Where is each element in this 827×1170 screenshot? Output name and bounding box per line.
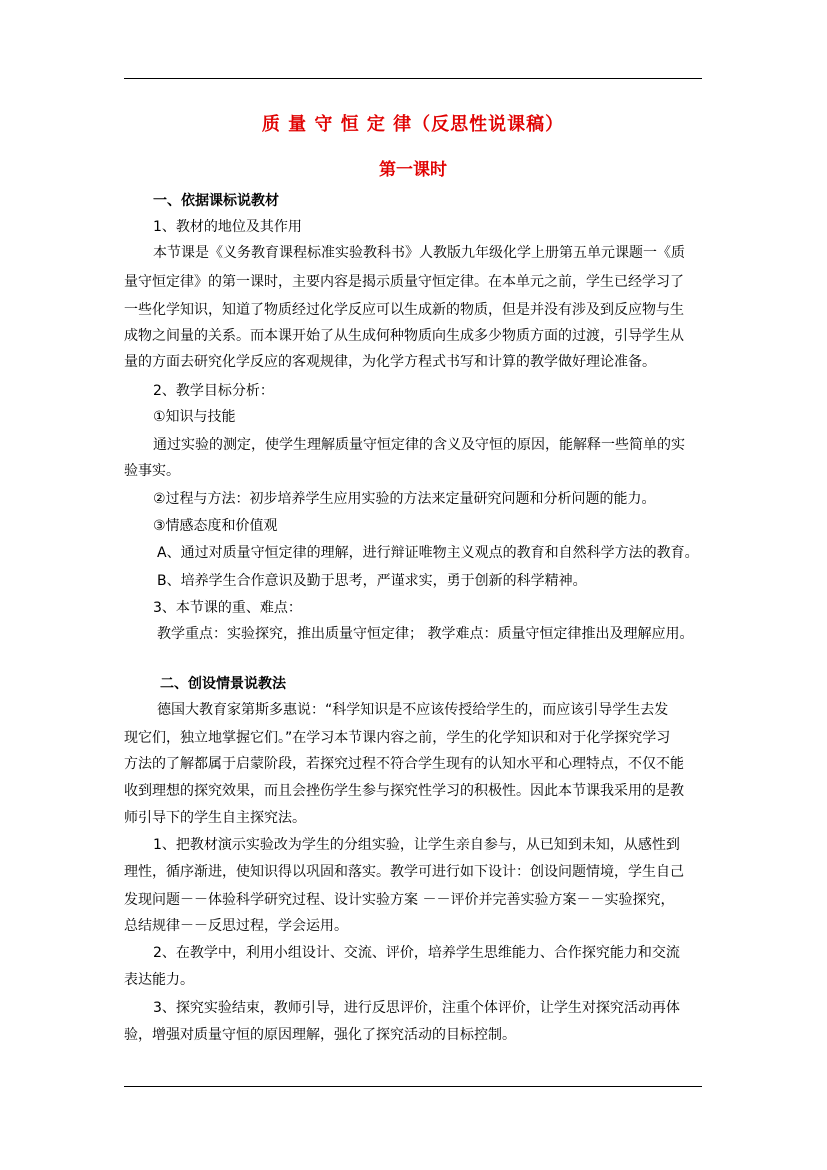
page-subtitle: 第一课时 (379, 160, 447, 180)
paragraph-line: 表达能力。 (124, 972, 194, 988)
paragraph-line: 量守恒定律》的第一课时，主要内容是揭示质量守恒定律。在本单元之前，学生已经学习了 (124, 274, 684, 290)
paragraph-line: 收到理想的探究效果，而且会挫伤学生参与探究性学习的积极性。因此本节课我采用的是教 (124, 783, 684, 799)
keypoints-line: 教学重点：实验探究，推出质量守恒定律； 教学难点：质量守恒定律推出及理解应用。 (157, 626, 694, 642)
subsection-heading: 1、教材的地位及其作用 (153, 219, 302, 235)
paragraph-line: 总结规律－－反思过程，学会运用。 (124, 918, 348, 934)
paragraph-line: 成物之间量的关系。而本课开始了从生成何种物质向生成多少物质方面的过渡，引导学生从 (124, 328, 684, 344)
subsection-heading: 2、教学目标分析： (153, 383, 274, 399)
section-heading: 二、创设情景说教法 (160, 676, 286, 692)
paragraph-line: 发现问题－－体验科学研究过程、设计实验方案 －－评价并完善实验方案－－实验探究， (124, 892, 675, 908)
paragraph-line: 验，增强对质量守恒的原因理解，强化了探究活动的目标控制。 (124, 1027, 516, 1043)
paragraph-line: 通过实验的测定，使学生理解质量守恒定律的含义及守恒的原因，能解释一些简单的实 (153, 437, 685, 453)
subsection-heading: 3、本节课的重、难点： (153, 600, 302, 616)
paragraph-line: 现它们，独立地掌握它们。”在学习本节课内容之前，学生的化学知识和对于化学探究学习 (124, 730, 671, 746)
footer-rule (124, 1086, 702, 1087)
paragraph-line: 方法的了解都属于启蒙阶段，若探究过程不符合学生现有的认知水平和心理特点，不仅不能 (124, 756, 684, 772)
page-title: 质 量 守 恒 定 律（反思性说课稿） (261, 114, 565, 135)
goal-line: A、通过对质量守恒定律的理解，进行辩证唯物主义观点的教育和自然科学方法的教育。 (157, 545, 699, 561)
goal-title: ③情感态度和价值观 (153, 518, 278, 534)
paragraph-line: 一些化学知识，知道了物质经过化学反应可以生成新的物质，但是并没有涉及到反应物与生 (124, 302, 684, 318)
goal-line: ②过程与方法：初步培养学生应用实验的方法来定量研究问题和分析问题的能力。 (153, 491, 656, 507)
goal-line: B、培养学生合作意识及勤于思考，严谨求实，勇于创新的科学精神。 (157, 573, 587, 589)
paragraph-line: 理性，循序渐进，使知识得以巩固和落实。教学可进行如下设计：创设问题情境，学生自己 (124, 864, 684, 880)
paragraph-line: 验事实。 (124, 463, 180, 479)
goal-title: ①知识与技能 (153, 409, 236, 425)
paragraph-line: 德国大教育家第斯多惠说：“科学知识是不应该传授给学生的，而应该引导学生去发 (157, 702, 669, 718)
section-heading: 一、依据课标说教材 (153, 193, 279, 209)
paragraph-line: 本节课是《义务教育课程标准实验教科书》人教版九年级化学上册第五单元课题一《质 (153, 245, 685, 261)
paragraph-line: 量的方面去研究化学反应的客观规律，为化学方程式书写和计算的教学做好理论准备。 (124, 354, 656, 370)
paragraph-line: 师引导下的学生自主探究法。 (124, 810, 306, 826)
paragraph-line: 3、探究实验结束，教师引导，进行反思评价，注重个体评价，让学生对探究活动再体 (153, 1000, 680, 1016)
paragraph-line: 2、在教学中，利用小组设计、交流、评价，培养学生思维能力、合作探究能力和交流 (153, 945, 680, 961)
paragraph-line: 1、把教材演示实验改为学生的分组实验，让学生亲自参与，从已知到未知，从感性到 (153, 837, 680, 853)
header-rule (124, 78, 702, 79)
